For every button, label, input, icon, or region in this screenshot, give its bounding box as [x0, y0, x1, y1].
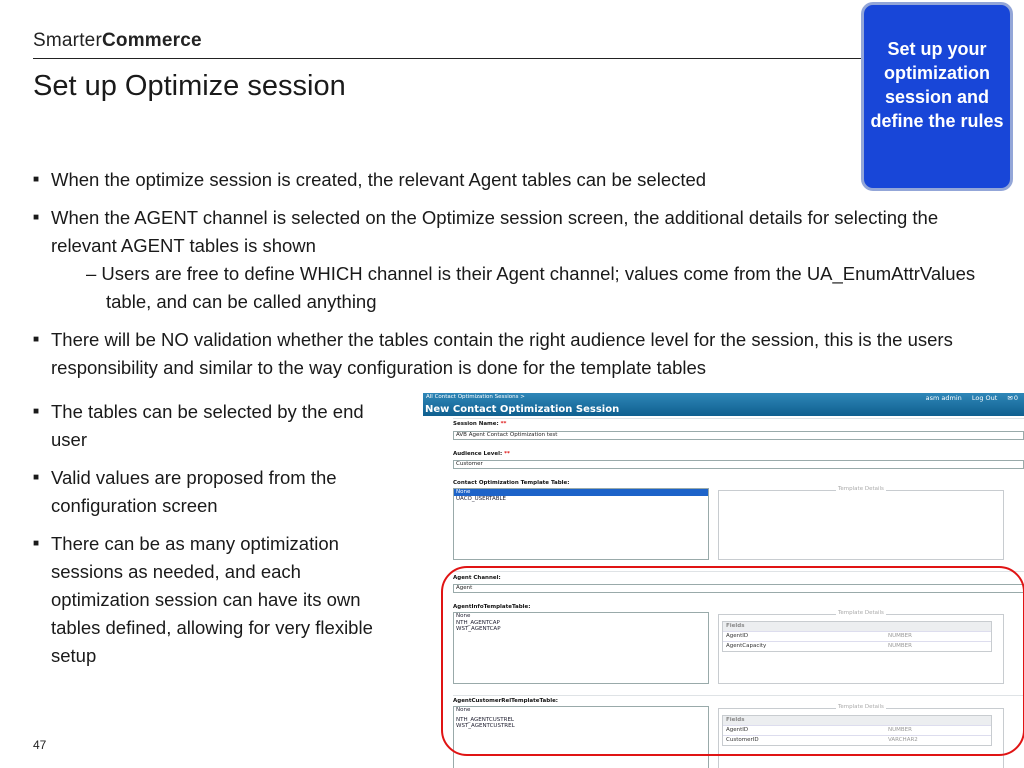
user-name: asm admin — [925, 394, 962, 402]
narrow-bullet-list — [33, 398, 378, 680]
agent-cust-option[interactable]: WST_AGENTCUSTREL — [456, 723, 515, 729]
bullet-5: ■ Valid values are proposed from the configuration screen — [33, 464, 378, 520]
bullet-3: ■ There will be NO validation whether the tables contain the right audience level for the session, this is the users responsibility and similar to the way configuration is done for the template tables — [33, 326, 993, 382]
audience-level-select[interactable]: Customer — [453, 460, 1024, 469]
agent-info-details-title: Template Details — [838, 610, 884, 616]
session-name-input[interactable]: AVB Agent Contact Optimization test — [453, 431, 1024, 440]
agent-info-option[interactable]: None — [456, 613, 471, 619]
template-table-label: Contact Optimization Template Table: — [453, 480, 570, 486]
agent-cust-option[interactable]: NTH_AGENTCUSTREL — [456, 716, 514, 723]
slide-title: Set up Optimize session — [33, 70, 346, 102]
template-details-box — [718, 490, 1004, 560]
bullet-4: ■ The tables can be selected by the end user — [33, 398, 378, 454]
field-type: NUMBER — [888, 643, 912, 649]
brand-light: Smarter — [33, 30, 102, 51]
field-type: NUMBER — [888, 633, 912, 639]
audience-level-label — [453, 451, 510, 457]
divider — [453, 418, 1024, 419]
field-type: VARCHAR2 — [888, 737, 918, 743]
breadcrumb[interactable]: All Contact Optimization Sessions > — [426, 394, 525, 400]
template-details-title: Template Details — [838, 486, 884, 492]
bullet-list — [33, 166, 993, 392]
header-rule — [33, 58, 863, 59]
required-mark: ** — [500, 421, 507, 427]
audience-label-text: Audience Level: — [453, 451, 503, 457]
agent-cust-label: AgentCustomerRelTemplateTable: — [453, 698, 559, 704]
highlight-ring — [441, 566, 1024, 756]
logout-link[interactable]: Log Out — [971, 394, 998, 402]
template-option-none[interactable]: None — [454, 489, 708, 496]
field-name: CustomerID — [726, 737, 759, 743]
agent-info-option[interactable]: WST_AGENTCAP — [456, 626, 501, 632]
field-name: AgentID — [726, 633, 749, 639]
agent-channel-label: Agent Channel: — [453, 575, 501, 581]
template-table-list[interactable] — [453, 488, 709, 560]
agent-cust-option[interactable]: None — [456, 707, 471, 713]
mail-icon[interactable]: ✉0 — [1007, 394, 1018, 402]
bullet-2-sub: – Users are free to define WHICH channel is their Agent channel; values come from the UA_EnumAttrValues table, and can be called anything — [86, 263, 976, 312]
session-name-label — [453, 421, 506, 427]
brand-bold: Commerce — [101, 30, 202, 51]
bullet-1: ■ When the optimize session is created, the relevant Agent tables can be selected — [33, 166, 993, 194]
field-name: AgentCapacity — [726, 643, 767, 649]
page-number: 47 — [33, 738, 47, 752]
fields-header: Fields — [723, 622, 991, 631]
field-name: AgentID — [726, 727, 749, 733]
template-option-uaco[interactable]: UACO_USERTABLE — [456, 495, 507, 502]
fields-header: Fields — [723, 716, 991, 725]
session-name-label-text: Session Name: — [453, 421, 499, 427]
bullet-2-text: ■ When the AGENT channel is selected on the Optimize session screen, the additional details for selecting the relevant AGENT tables is shown — [51, 207, 939, 256]
callout-box — [861, 2, 1013, 191]
required-mark: ** — [504, 451, 510, 457]
bullet-2 — [33, 204, 993, 316]
callout-text: Set up your optimization session and define the rules — [870, 39, 1004, 131]
agent-info-option[interactable]: NTH_AGENTCAP — [456, 619, 500, 626]
agent-info-label: AgentInfoTemplateTable: — [453, 604, 531, 610]
bullet-6: ■ There can be as many optimization sessions as needed, and each optimization session can have its own tables defined, allowing for very flexible setup — [33, 530, 378, 670]
screenshot-header — [423, 393, 1024, 416]
user-bar — [918, 394, 1018, 402]
mail-count: 0 — [1013, 394, 1018, 402]
field-type: NUMBER — [888, 727, 912, 733]
brand-logo — [33, 30, 202, 52]
screenshot-title: New Contact Optimization Session — [425, 404, 620, 415]
agent-cust-details-title: Template Details — [838, 704, 884, 710]
agent-channel-select[interactable]: Agent — [453, 584, 1024, 593]
